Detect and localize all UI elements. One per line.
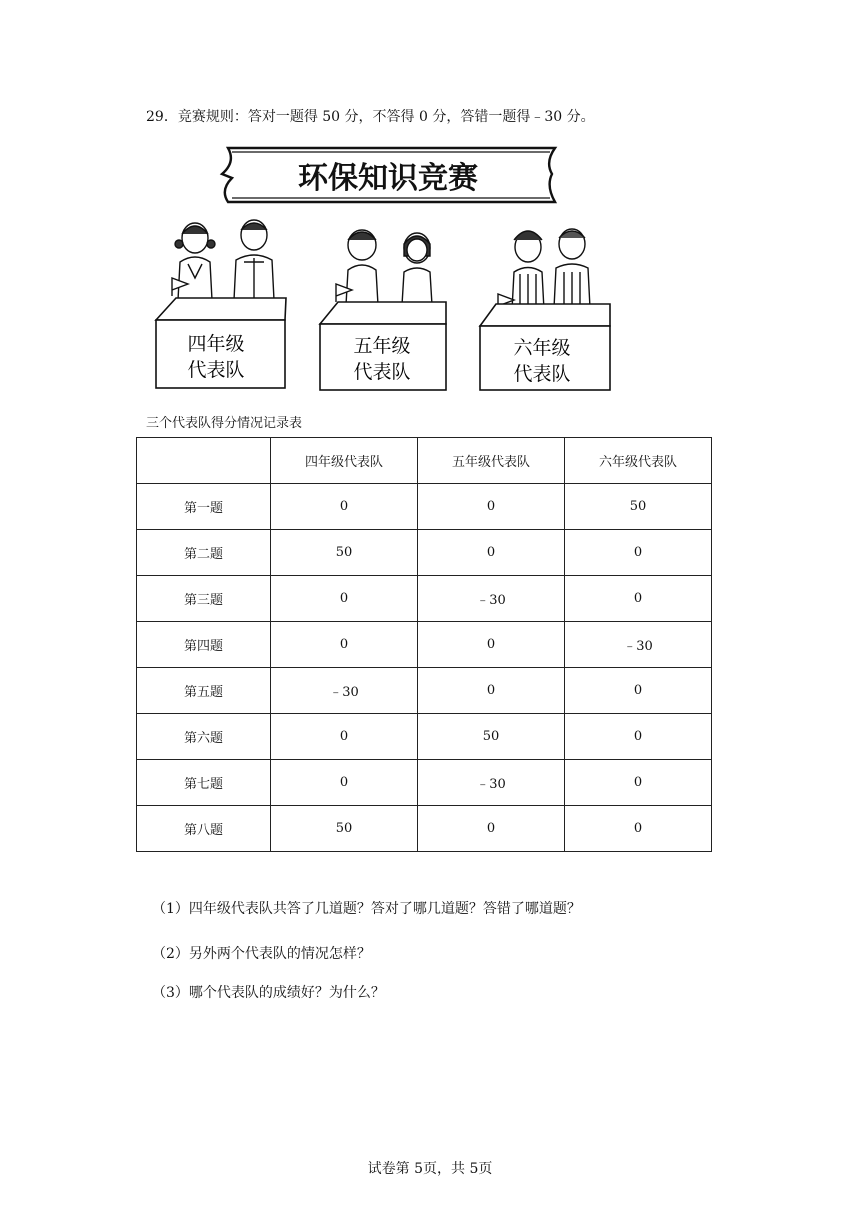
team3-label-line2: 代表队 (513, 363, 571, 385)
table-row (137, 760, 712, 806)
table-cell: 0 (271, 714, 418, 760)
table-cell: 0 (271, 484, 418, 530)
header-cell: 六年级代表队 (565, 438, 712, 484)
table-cell: 0 (418, 806, 565, 852)
table-row (137, 668, 712, 714)
score-table (136, 437, 712, 852)
page-footer: 试卷第 5页，共 5页 (367, 1161, 493, 1177)
table-cell: ﹣30 (418, 576, 565, 622)
table-cell: 0 (271, 576, 418, 622)
question-title: 29．竞赛规则：答对一题得 50 分，不答得 0 分，答错一题得﹣30 分。 (146, 109, 595, 125)
table-cell: 0 (565, 806, 712, 852)
team3-students (512, 229, 590, 310)
table-cell: 0 (418, 530, 565, 576)
row-label: 第四题 (137, 622, 271, 668)
table-cell: 50 (271, 530, 418, 576)
table-row (137, 806, 712, 852)
team1-label-line1: 四年级 (187, 333, 245, 355)
table-row (137, 714, 712, 760)
header-cell (137, 438, 271, 484)
row-label: 第六题 (137, 714, 271, 760)
header-cell: 四年级代表队 (271, 438, 418, 484)
table-cell: 0 (565, 530, 712, 576)
table-cell: ﹣30 (418, 760, 565, 806)
row-label: 第七题 (137, 760, 271, 806)
table-caption: 三个代表队得分情况记录表 (146, 416, 303, 431)
table-cell: 0 (565, 668, 712, 714)
team-desk-1 (156, 298, 286, 388)
table-row (137, 622, 712, 668)
table-cell: 0 (565, 576, 712, 622)
team2-students (346, 230, 432, 305)
table-cell: 50 (565, 484, 712, 530)
table-row (137, 484, 712, 530)
table-cell: 0 (271, 622, 418, 668)
table-cell: 0 (271, 760, 418, 806)
table-cell: 0 (418, 668, 565, 714)
header-cell: 五年级代表队 (418, 438, 565, 484)
banner-ribbon (222, 148, 555, 202)
team-desk-2 (320, 302, 446, 390)
contest-illustration (150, 140, 620, 398)
row-label: 第八题 (137, 806, 271, 852)
table-row (137, 530, 712, 576)
team1-students (175, 220, 274, 300)
sub-question-3: （3）哪个代表队的成绩好？为什么？ (152, 985, 385, 1001)
team2-label-line2: 代表队 (353, 361, 411, 383)
table-cell: 0 (418, 484, 565, 530)
row-label: 第一题 (137, 484, 271, 530)
table-cell: ﹣30 (565, 622, 712, 668)
row-label: 第二题 (137, 530, 271, 576)
sub-question-1: （1）四年级代表队共答了几道题？答对了哪几道题？答错了哪道题？ (152, 901, 581, 917)
table-cell: 0 (418, 622, 565, 668)
team1-label-line2: 代表队 (187, 359, 245, 381)
team2-label-line1: 五年级 (353, 335, 411, 357)
table-cell: 0 (565, 714, 712, 760)
sub-question-2: （2）另外两个代表队的情况怎样？ (152, 946, 371, 962)
table-row (137, 576, 712, 622)
table-cell: ﹣30 (271, 668, 418, 714)
table-cell: 50 (271, 806, 418, 852)
team3-label-line1: 六年级 (513, 337, 571, 359)
team-desk-3 (480, 304, 610, 390)
banner-title: 环保知识竞赛 (298, 161, 478, 196)
table-cell: 50 (418, 714, 565, 760)
table-header-row (137, 438, 712, 484)
table-cell: 0 (565, 760, 712, 806)
row-label: 第三题 (137, 576, 271, 622)
row-label: 第五题 (137, 668, 271, 714)
